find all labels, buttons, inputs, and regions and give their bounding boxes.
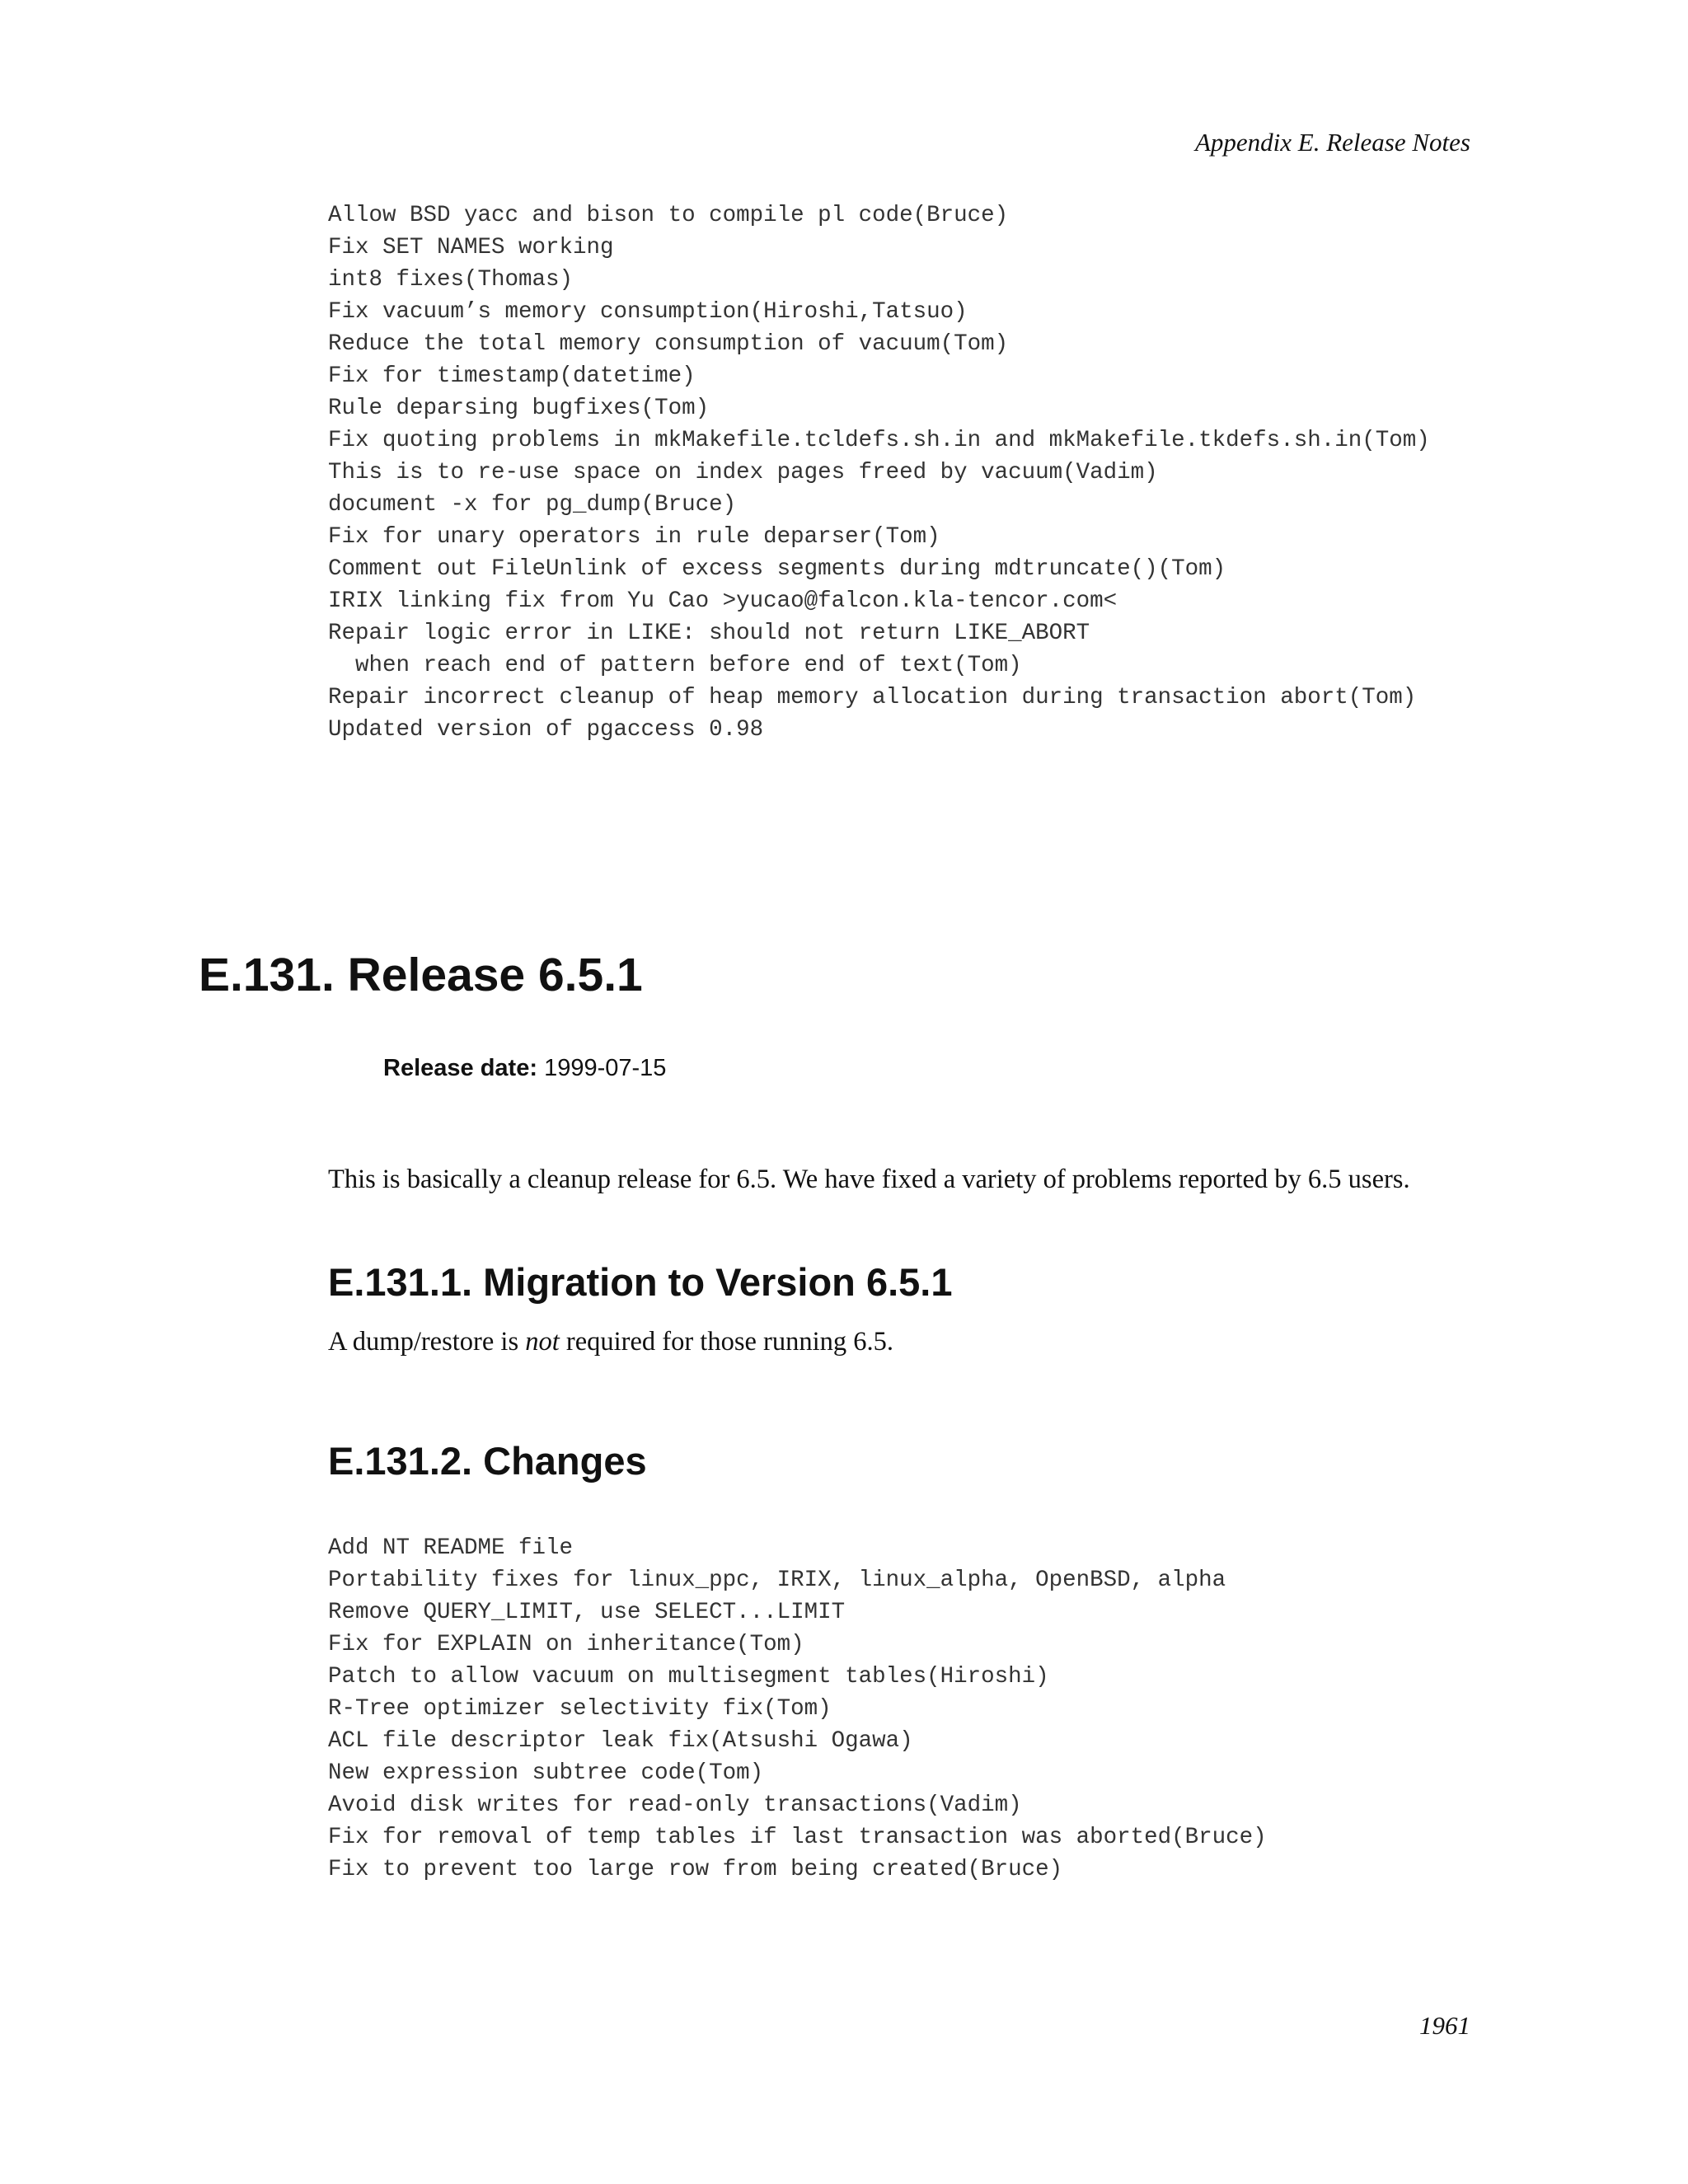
- listing-line: Fix SET NAMES working: [328, 235, 614, 260]
- changes-line: R-Tree optimizer selectivity fix(Tom): [328, 1696, 832, 1722]
- listing-line: int8 fixes(Thomas): [328, 267, 574, 293]
- listing-line: Fix quoting problems in mkMakefile.tcldefs.sh.in and mkMakefile.tkdefs.sh.in(Tom): [328, 428, 1430, 453]
- section-title: E.131. Release 6.5.1: [199, 949, 643, 1001]
- changes-line: Remove QUERY_LIMIT, use SELECT...LIMIT: [328, 1600, 846, 1625]
- changes-line: Fix for EXPLAIN on inheritance(Tom): [328, 1632, 804, 1657]
- changes-line: Portability fixes for linux_ppc, IRIX, linux_alpha, OpenBSD, alpha: [328, 1568, 1226, 1593]
- changes-line: Avoid disk writes for read-only transactions(Vadim): [328, 1793, 1022, 1818]
- release-date-value: 1999-07-15: [544, 1055, 667, 1081]
- listing-line: Reduce the total memory consumption of vacuum(Tom): [328, 331, 1009, 357]
- listing-line: Rule deparsing bugfixes(Tom): [328, 396, 710, 421]
- listing-line: IRIX linking fix from Yu Cao >yucao@falcon.kla-tencor.com<: [328, 588, 1118, 614]
- listing-line: This is to re-use space on index pages freed by vacuum(Vadim): [328, 460, 1158, 485]
- changes-listing: [328, 1532, 1267, 1886]
- changes-line: ACL file descriptor leak fix(Atsushi Ogawa): [328, 1728, 913, 1754]
- changes-line: Fix for removal of temp tables if last transaction was aborted(Bruce): [328, 1825, 1267, 1850]
- changes-title: E.131.2. Changes: [328, 1439, 647, 1483]
- listing-line: Repair incorrect cleanup of heap memory allocation during transaction abort(Tom): [328, 685, 1417, 710]
- release-date: [383, 1055, 666, 1082]
- migration-title: E.131.1. Migration to Version 6.5.1: [328, 1260, 953, 1304]
- changes-line: New expression subtree code(Tom): [328, 1760, 764, 1786]
- listing-line: Allow BSD yacc and bison to compile pl code(Bruce): [328, 203, 1009, 228]
- top-change-listing: [328, 199, 1430, 746]
- listing-line: Fix vacuum’s memory consumption(Hiroshi,Tatsuo): [328, 299, 968, 325]
- listing-line: Repair logic error in LIKE: should not return LIKE_ABORT: [328, 621, 1090, 646]
- listing-line: document -x for pg_dump(Bruce): [328, 492, 737, 518]
- intro-paragraph: This is basically a cleanup release for 6.5. We have fixed a variety of problems reported by 6.5 users.: [328, 1165, 1410, 1194]
- migration-text-emphasis: not: [525, 1327, 560, 1357]
- migration-text-before: A dump/restore is: [328, 1327, 526, 1357]
- release-date-label: Release date:: [383, 1055, 537, 1081]
- changes-line: Fix to prevent too large row from being created(Bruce): [328, 1857, 1063, 1882]
- listing-line: Comment out FileUnlink of excess segments during mdtruncate()(Tom): [328, 556, 1226, 582]
- migration-paragraph: [328, 1327, 893, 1357]
- changes-line: Patch to allow vacuum on multisegment tables(Hiroshi): [328, 1664, 1049, 1690]
- migration-text-after: required for those running 6.5.: [559, 1327, 894, 1357]
- listing-line: when reach end of pattern before end of text(Tom): [328, 653, 1022, 678]
- running-header: Appendix E. Release Notes: [1194, 128, 1470, 157]
- listing-line: Updated version of pgaccess 0.98: [328, 717, 764, 743]
- listing-line: Fix for timestamp(datetime): [328, 363, 696, 389]
- page-number: 1961: [1419, 2011, 1470, 2040]
- changes-line: Add NT README file: [328, 1535, 574, 1561]
- listing-line: Fix for unary operators in rule deparser(Tom): [328, 524, 940, 550]
